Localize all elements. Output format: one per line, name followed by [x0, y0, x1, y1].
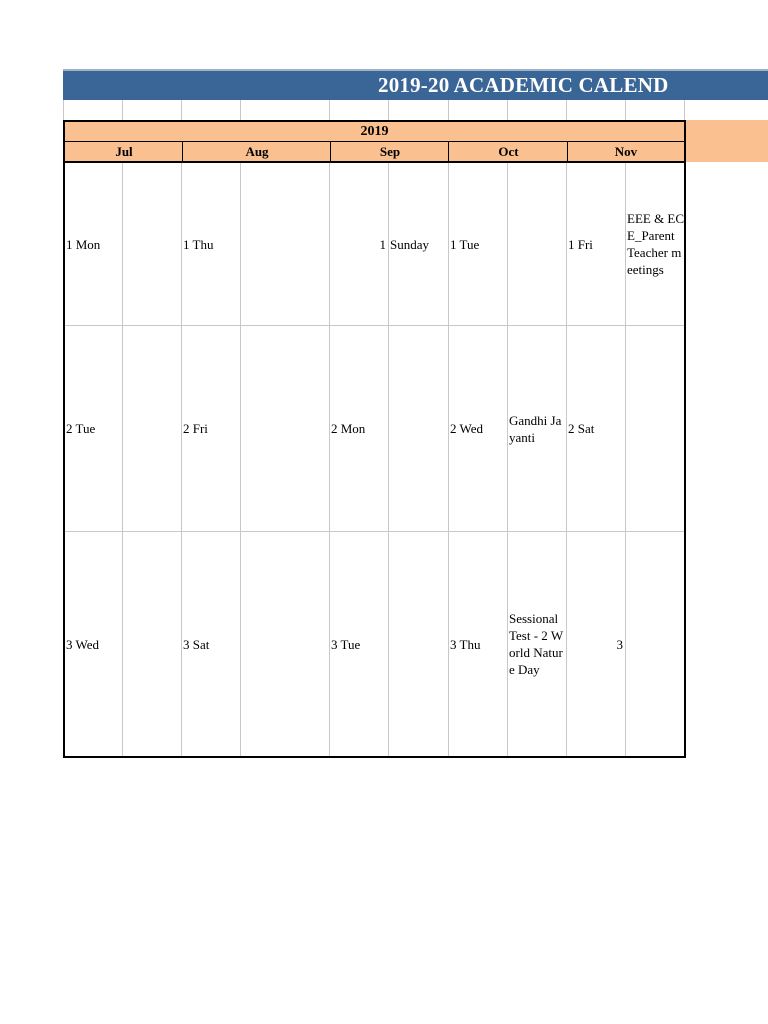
spacer-divider	[684, 100, 685, 120]
sep-day-cell: 3 Tue	[331, 636, 361, 652]
spacer-row	[63, 100, 686, 120]
calendar-grid	[63, 163, 686, 758]
month-header-aug: Aug	[182, 142, 331, 161]
spacer-divider	[240, 100, 241, 120]
oct-event-cell: Sessional Test - 2 World Nature Day	[509, 611, 564, 677]
sep-day-cell: 2 Mon	[331, 421, 366, 436]
year-header	[63, 120, 686, 142]
month-header-row	[63, 142, 686, 163]
grid-column-line	[240, 163, 241, 756]
spacer-divider	[625, 100, 626, 120]
nov-day-number: 3	[616, 636, 623, 652]
spacer-divider	[448, 100, 449, 120]
sep-event-cell: Sunday	[390, 236, 429, 252]
title-bar	[63, 69, 768, 100]
spacer-divider	[122, 100, 123, 120]
month-header-nov: Nov	[567, 142, 684, 161]
oct-day-cell: 1 Tue	[450, 236, 480, 252]
spacer-divider	[181, 100, 182, 120]
oct-day-cell: 2 Wed	[450, 421, 484, 436]
aug-day-cell: 3 Sat	[183, 636, 210, 652]
oct-day-cell: 3 Thu	[450, 636, 481, 652]
calendar-title: 2019-20 ACADEMIC CALEND	[378, 73, 669, 97]
spacer-divider	[507, 100, 508, 120]
spacer-divider	[63, 100, 64, 120]
aug-day-cell: 1 Thu	[183, 236, 214, 252]
year-label: 2019	[360, 124, 389, 139]
nov-event-cell: EEE & ECE_Parent Teacher meetings	[627, 211, 685, 277]
nov-day-cell: 2 Sat	[568, 421, 595, 436]
month-header-jul: Jul	[115, 144, 133, 159]
month-header-sep: Sep	[330, 142, 449, 161]
sep-day-number: 1	[379, 236, 386, 252]
spacer-divider	[388, 100, 389, 120]
month-header-oct: Oct	[448, 142, 568, 161]
spacer-divider	[566, 100, 567, 120]
oct-event-cell: Gandhi Jayanti	[509, 412, 562, 445]
nov-day-cell: 1 Fri	[568, 236, 593, 252]
jul-day-cell: 2 Tue	[66, 421, 96, 436]
jul-day-cell: 3 Wed	[66, 636, 100, 652]
jul-day-cell: 1 Mon	[66, 236, 101, 252]
aug-day-cell: 2 Fri	[183, 421, 208, 436]
spacer-divider	[329, 100, 330, 120]
